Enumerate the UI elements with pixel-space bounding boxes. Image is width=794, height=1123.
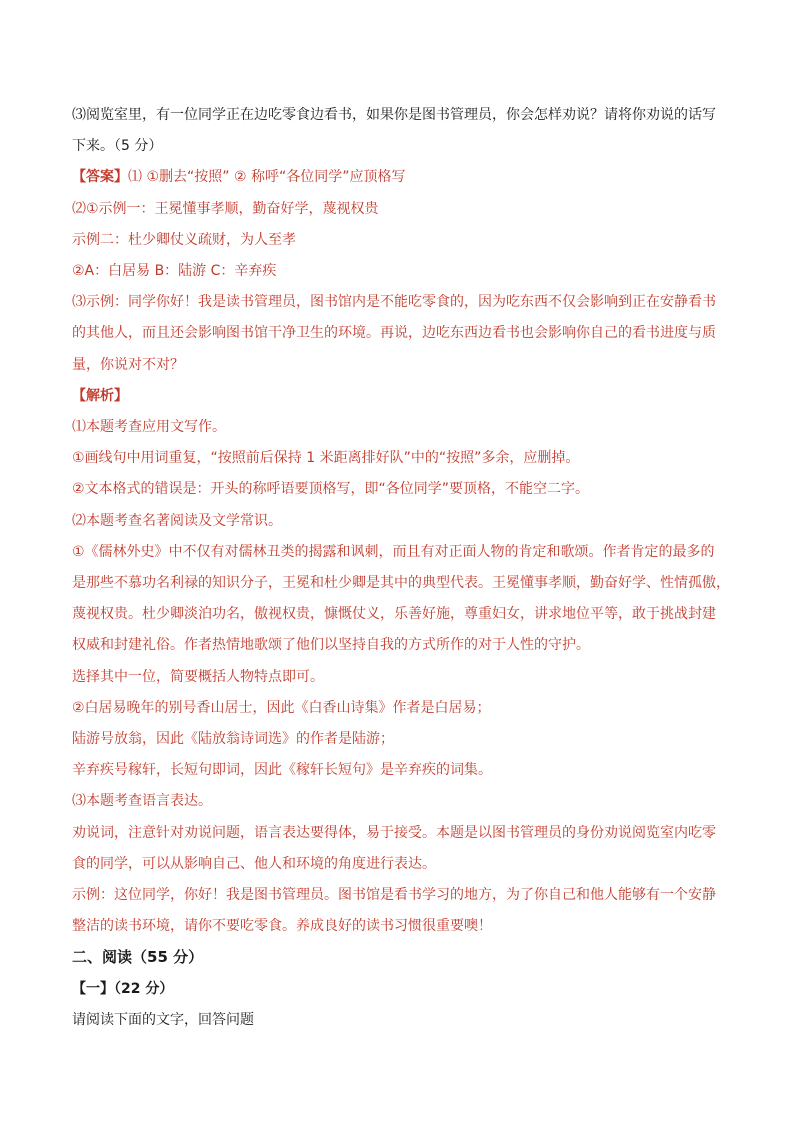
- document-page: [72, 100, 732, 1036]
- answer-3-line-2: 的其他人，而且还会影响图书馆干净卫生的环境。再说，边吃东西边看书也会影响你自己的看书进度与质: [72, 325, 716, 342]
- answer-1-text: ①删去“按照” ② 称呼“各位同学”应顶格写: [142, 169, 406, 186]
- analysis-line: ①《儒林外史》中不仅有对儒林丑类的揭露和讽刺，而且有对正面人物的肯定和歌颂。作者肯定的最多的: [72, 543, 715, 560]
- answer-1: [72, 162, 732, 193]
- analysis-line: ⑵本题考查名著阅读及文学常识。: [72, 512, 282, 529]
- analysis-line: ⑴本题考查应用文写作。: [72, 419, 226, 436]
- analysis-line: ⑶本题考查语言表达。: [72, 793, 212, 810]
- analysis-line: 是那些不慕功名利禄的知识分子，王冕和杜少卿是其中的典型代表。王冕懂事孝顺，勤奋好学、性情孤傲，: [72, 575, 730, 592]
- analysis-line: 食的同学，可以从影响自己、他人和环境的角度进行表达。: [72, 855, 436, 872]
- analysis-line: 示例：这位同学，你好！我是图书管理员。图书馆是看书学习的地方，为了你自己和他人能够有一个安静: [72, 887, 716, 904]
- analysis-line: ①画线句中用词重复，“按照前后保持 1 米距离排好队”中的“按照”多余，应删掉。: [72, 450, 580, 467]
- answer-tag: 【答案】: [72, 169, 128, 186]
- analysis-line: 劝说词，注意针对劝说问题，语言表达要得体，易于接受。本题是以图书管理员的身份劝说阅览室内吃零: [72, 824, 716, 841]
- section-2-title: 二、阅读（55 分）: [72, 948, 204, 967]
- analysis-line: ②文本格式的错误是：开头的称呼语要顶格写，即“各位同学”要顶格，不能空二字。: [72, 481, 590, 498]
- section-2-instruction: 请阅读下面的文字，回答问题: [72, 1011, 254, 1028]
- analysis-line: 选择其中一位，简要概括人物特点即可。: [72, 668, 324, 685]
- analysis-line: 辛弃疾号稼轩，长短句即词，因此《稼轩长短句》是辛弃疾的词集。: [72, 762, 492, 779]
- analysis-line: 整洁的读书环境，请你不要吃零食。养成良好的读书习惯很重要噢！: [72, 918, 492, 935]
- section-2-part-1: 【一】（22 分）: [72, 980, 174, 997]
- answer-2-line-2: 示例二：杜少卿仗义疏财，为人至孝: [72, 231, 296, 248]
- analysis-tag: 【解析】: [72, 387, 128, 404]
- answer-2-line-3: ②A：白居易 B：陆游 C：辛弃疾: [72, 263, 277, 280]
- analysis-line: ②白居易晚年的别号香山居士，因此《白香山诗集》作者是白居易；: [72, 699, 491, 716]
- question-3-line-1: ⑶阅览室里，有一位同学正在边吃零食边看书，如果你是图书管理员，你会怎样劝说？请将你劝说的话写: [72, 107, 716, 123]
- analysis-line: 陆游号放翁，因此《陆放翁诗词选》的作者是陆游；: [72, 731, 394, 748]
- answer-1-number: ⑴: [128, 169, 142, 186]
- question-3-line-2: 下来。（5 分）: [72, 138, 163, 155]
- answer-2-line-1: ⑵①示例一：王冕懂事孝顺，勤奋好学，蔑视权贵: [72, 200, 379, 217]
- analysis-line: 权威和封建礼俗。作者热情地歌颂了他们以坚持自我的方式所作的对于人性的守护。: [72, 637, 590, 654]
- answer-3-line-1: ⑶示例：同学你好！我是读书管理员，图书馆内是不能吃零食的，因为吃东西不仅会影响到正在安静看书: [72, 294, 716, 311]
- analysis-line: 蔑视权贵。杜少卿淡泊功名，傲视权贵，慷慨仗义，乐善好施，尊重妇女，讲求地位平等，敢于挑战封建: [72, 606, 716, 623]
- answer-3-line-3: 量，你说对不对？: [72, 356, 184, 373]
